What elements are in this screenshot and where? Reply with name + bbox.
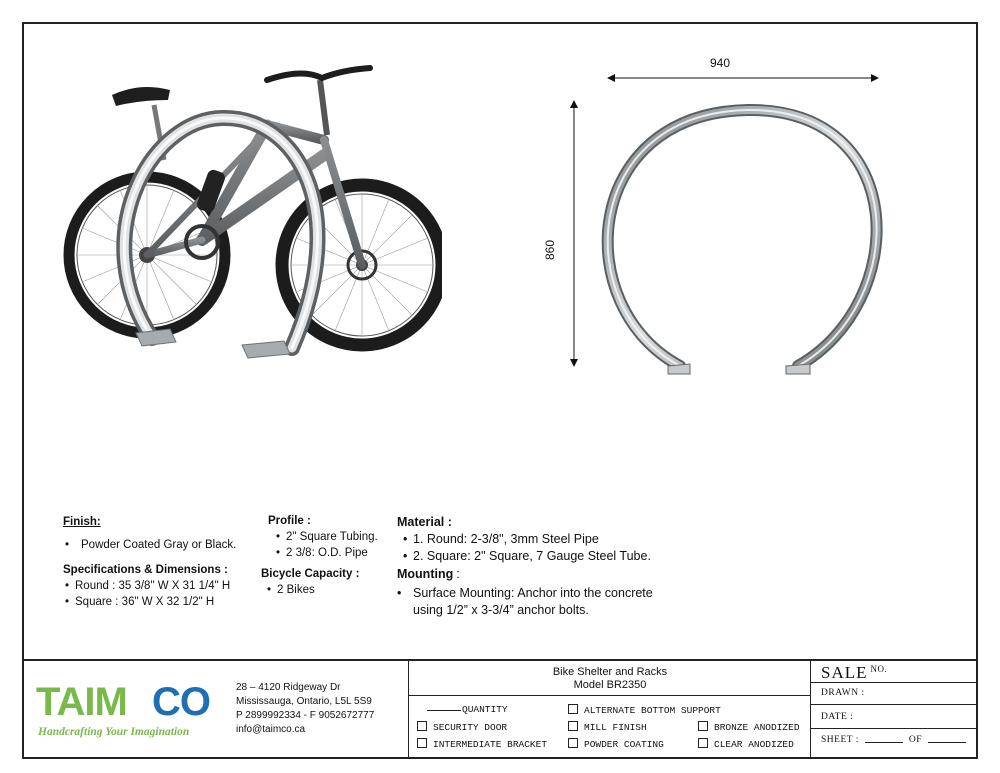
svg-text:CO: CO	[152, 680, 210, 724]
capacity-section	[261, 566, 396, 598]
option-mill-finish[interactable]: MILL FINISH	[568, 721, 647, 733]
mounting-heading: Mounting	[397, 567, 454, 581]
height-dimension: 860	[543, 239, 558, 261]
date-row	[811, 705, 978, 729]
address-line-1: 28 – 4120 Ridgeway Dr	[236, 682, 341, 693]
date-label: DATE :	[821, 712, 854, 722]
capacity-item: • 2 Bikes	[265, 582, 396, 598]
finish-item: • Powder Coated Gray or Black.	[63, 537, 263, 553]
specs-section	[63, 562, 263, 610]
title-block	[22, 659, 978, 759]
mounting-line-1: Surface Mounting: Anchor into the concrete	[413, 586, 653, 600]
sale-cell	[811, 661, 978, 759]
checkbox[interactable]	[698, 721, 708, 731]
specs-item-round: • Round : 35 3/8" W X 31 1/4" H	[63, 578, 263, 594]
option-quantity[interactable]: QUANTITY	[427, 704, 508, 715]
checkbox[interactable]	[417, 721, 427, 731]
address-line-2: Mississauga, Ontario, L5L 5S9	[236, 696, 372, 707]
checkbox[interactable]	[568, 704, 578, 714]
specs-heading: Specifications & Dimensions :	[63, 564, 228, 576]
material-item-square: • 2. Square: 2" Square, 7 Gauge Steel Tube.	[401, 548, 697, 565]
mounting-section: Mounting : • Surface Mounting: Anchor into the concrete using 1/2” x 3-3/4” anchor bolts.	[397, 566, 697, 619]
material-item-round: • 1. Round: 2-3/8", 3mm Steel Pipe	[401, 531, 697, 548]
capacity-heading: Bicycle Capacity :	[261, 568, 360, 580]
product-model: Model BR2350	[573, 679, 647, 691]
checkbox[interactable]	[568, 721, 578, 731]
option-alternate-bottom[interactable]: ALTERNATE BOTTOM SUPPORT	[568, 704, 721, 716]
company-logo	[36, 679, 221, 739]
product-photo	[52, 50, 442, 390]
checkbox[interactable]	[417, 738, 427, 748]
width-dimension: 940	[710, 56, 731, 70]
sheet-row	[811, 729, 978, 759]
of-label: OF	[908, 735, 923, 745]
rack-ring	[608, 110, 877, 374]
checkbox[interactable]	[568, 738, 578, 748]
specs-item-square: • Square : 36" W X 32 1/2" H	[63, 594, 263, 610]
option-security-door[interactable]: SECURITY DOOR	[417, 721, 507, 733]
checkbox[interactable]	[698, 738, 708, 748]
profile-heading: Profile :	[268, 515, 311, 527]
sheet-label: SHEET :	[821, 735, 859, 745]
profile-item-square: • 2" Square Tubing.	[274, 529, 398, 545]
option-bronze-anodized[interactable]: BRONZE ANODIZED	[698, 721, 800, 733]
finish-section	[63, 514, 263, 553]
profile-item-pipe: • 2 3/8: O.D. Pipe	[274, 545, 398, 561]
drawn-row	[811, 683, 978, 705]
material-section	[397, 514, 697, 565]
mounting-line-2: using 1/2” x 3-3/4” anchor bolts.	[413, 603, 589, 617]
rack-dimension-drawing	[540, 48, 920, 388]
drawn-label: DRAWN :	[821, 688, 865, 698]
sale-no-label: NO.	[870, 664, 888, 674]
company-phone: P 2899992334 - F 9052672777	[236, 710, 375, 721]
option-intermediate-bracket[interactable]: INTERMEDIATE BRACKET	[417, 738, 547, 750]
product-title: Bike Shelter and Racks	[552, 666, 668, 678]
company-cell	[22, 661, 409, 759]
sale-label: SALE	[821, 663, 868, 682]
mounting-colon: :	[456, 567, 460, 581]
company-address	[236, 681, 374, 737]
material-heading: Material :	[397, 515, 452, 529]
company-email: info@taimco.ca	[236, 724, 306, 735]
option-clear-anodized[interactable]: CLEAR ANODIZED	[698, 738, 794, 750]
profile-section	[268, 513, 398, 561]
option-powder-coating[interactable]: POWDER COATING	[568, 738, 664, 750]
product-cell	[409, 661, 811, 759]
sale-row	[811, 661, 978, 683]
svg-text:Handcrafting Your Imagination: Handcrafting Your Imagination	[38, 726, 190, 738]
finish-heading: Finish:	[63, 516, 101, 528]
svg-text:TAIM: TAIM	[36, 680, 127, 724]
